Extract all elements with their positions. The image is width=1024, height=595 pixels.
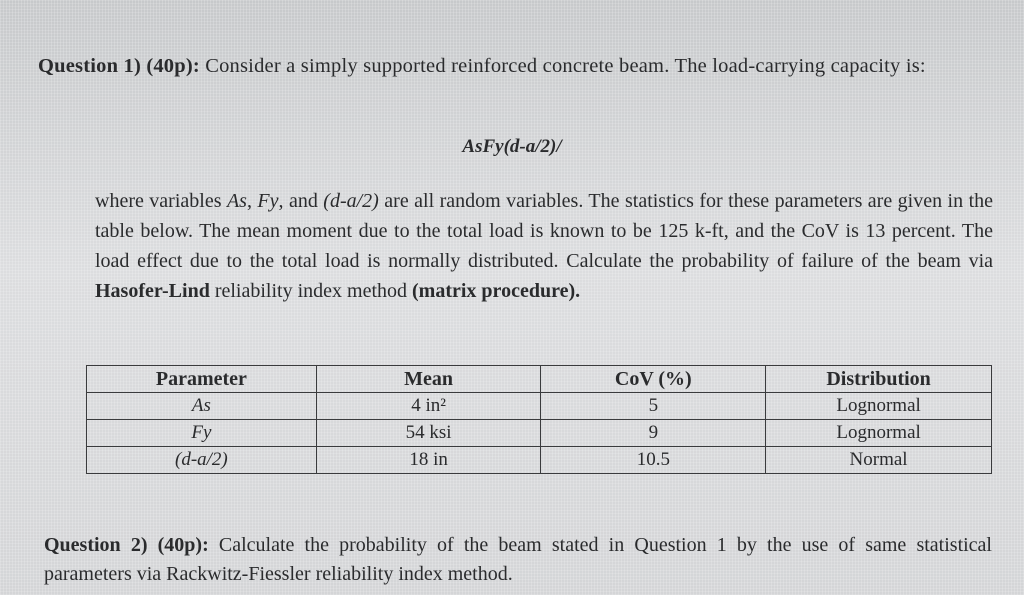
variable-as: As <box>226 190 247 212</box>
cell-distribution: Lognormal <box>766 420 992 447</box>
column-header-parameter: Parameter <box>87 366 317 393</box>
cell-cov: 9 <box>541 420 766 447</box>
question-2-text: Calculate the probability of the beam stated in Question 1 by the use of same statistical parameters via Rackwitz-Fiessler reliability index method. <box>44 534 992 585</box>
parameter-table <box>86 365 992 474</box>
cell-mean: 4 in² <box>316 393 541 420</box>
procedure-note: (matrix procedure). <box>412 280 581 302</box>
cell-parameter: Fy <box>87 420 317 447</box>
cell-mean: 18 in <box>316 447 541 474</box>
table-row <box>87 393 992 420</box>
paragraph-text: reliability index method <box>209 280 413 302</box>
cell-mean: 54 ksi <box>316 420 541 447</box>
column-header-mean: Mean <box>316 366 541 393</box>
question-1-heading: Question 1) (40p): <box>38 55 200 77</box>
paragraph-text: where variables <box>95 190 227 212</box>
question-2 <box>44 531 992 589</box>
column-header-distribution: Distribution <box>766 366 992 393</box>
cell-cov: 10.5 <box>541 447 766 474</box>
table-row <box>87 420 992 447</box>
table-row <box>87 447 992 474</box>
variable-d-a2: (d-a/2) <box>323 190 379 212</box>
variable-fy: Fy <box>257 190 279 212</box>
cell-distribution: Lognormal <box>766 393 992 420</box>
column-header-cov: CoV (%) <box>541 366 766 393</box>
cell-distribution: Normal <box>766 447 992 474</box>
cell-cov: 5 <box>541 393 766 420</box>
question-2-heading: Question 2) (40p): <box>44 534 209 556</box>
cell-parameter: As <box>87 393 317 420</box>
paragraph-text: are all random variables. The statistics for these parameters are given in the table below. The mean moment due to the total load is known to be 125 k-ft, and the CoV is 13 percent. The load effect due to the total load is normally distributed. Calculate the probability of failure of the beam via <box>95 190 994 272</box>
question-1-paragraph <box>95 186 993 306</box>
table-header-row <box>87 366 992 393</box>
question-1 <box>38 52 998 81</box>
paragraph-separator: , and <box>278 190 324 212</box>
question-1-intro: Consider a simply supported reinforced concrete beam. The load-carrying capacity is: <box>205 55 926 77</box>
method-name: Hasofer-Lind <box>95 280 210 302</box>
paragraph-separator: , <box>246 190 258 212</box>
cell-parameter: (d-a/2) <box>87 447 317 474</box>
capacity-formula: AsFy(d-a/2)/ <box>462 136 562 157</box>
